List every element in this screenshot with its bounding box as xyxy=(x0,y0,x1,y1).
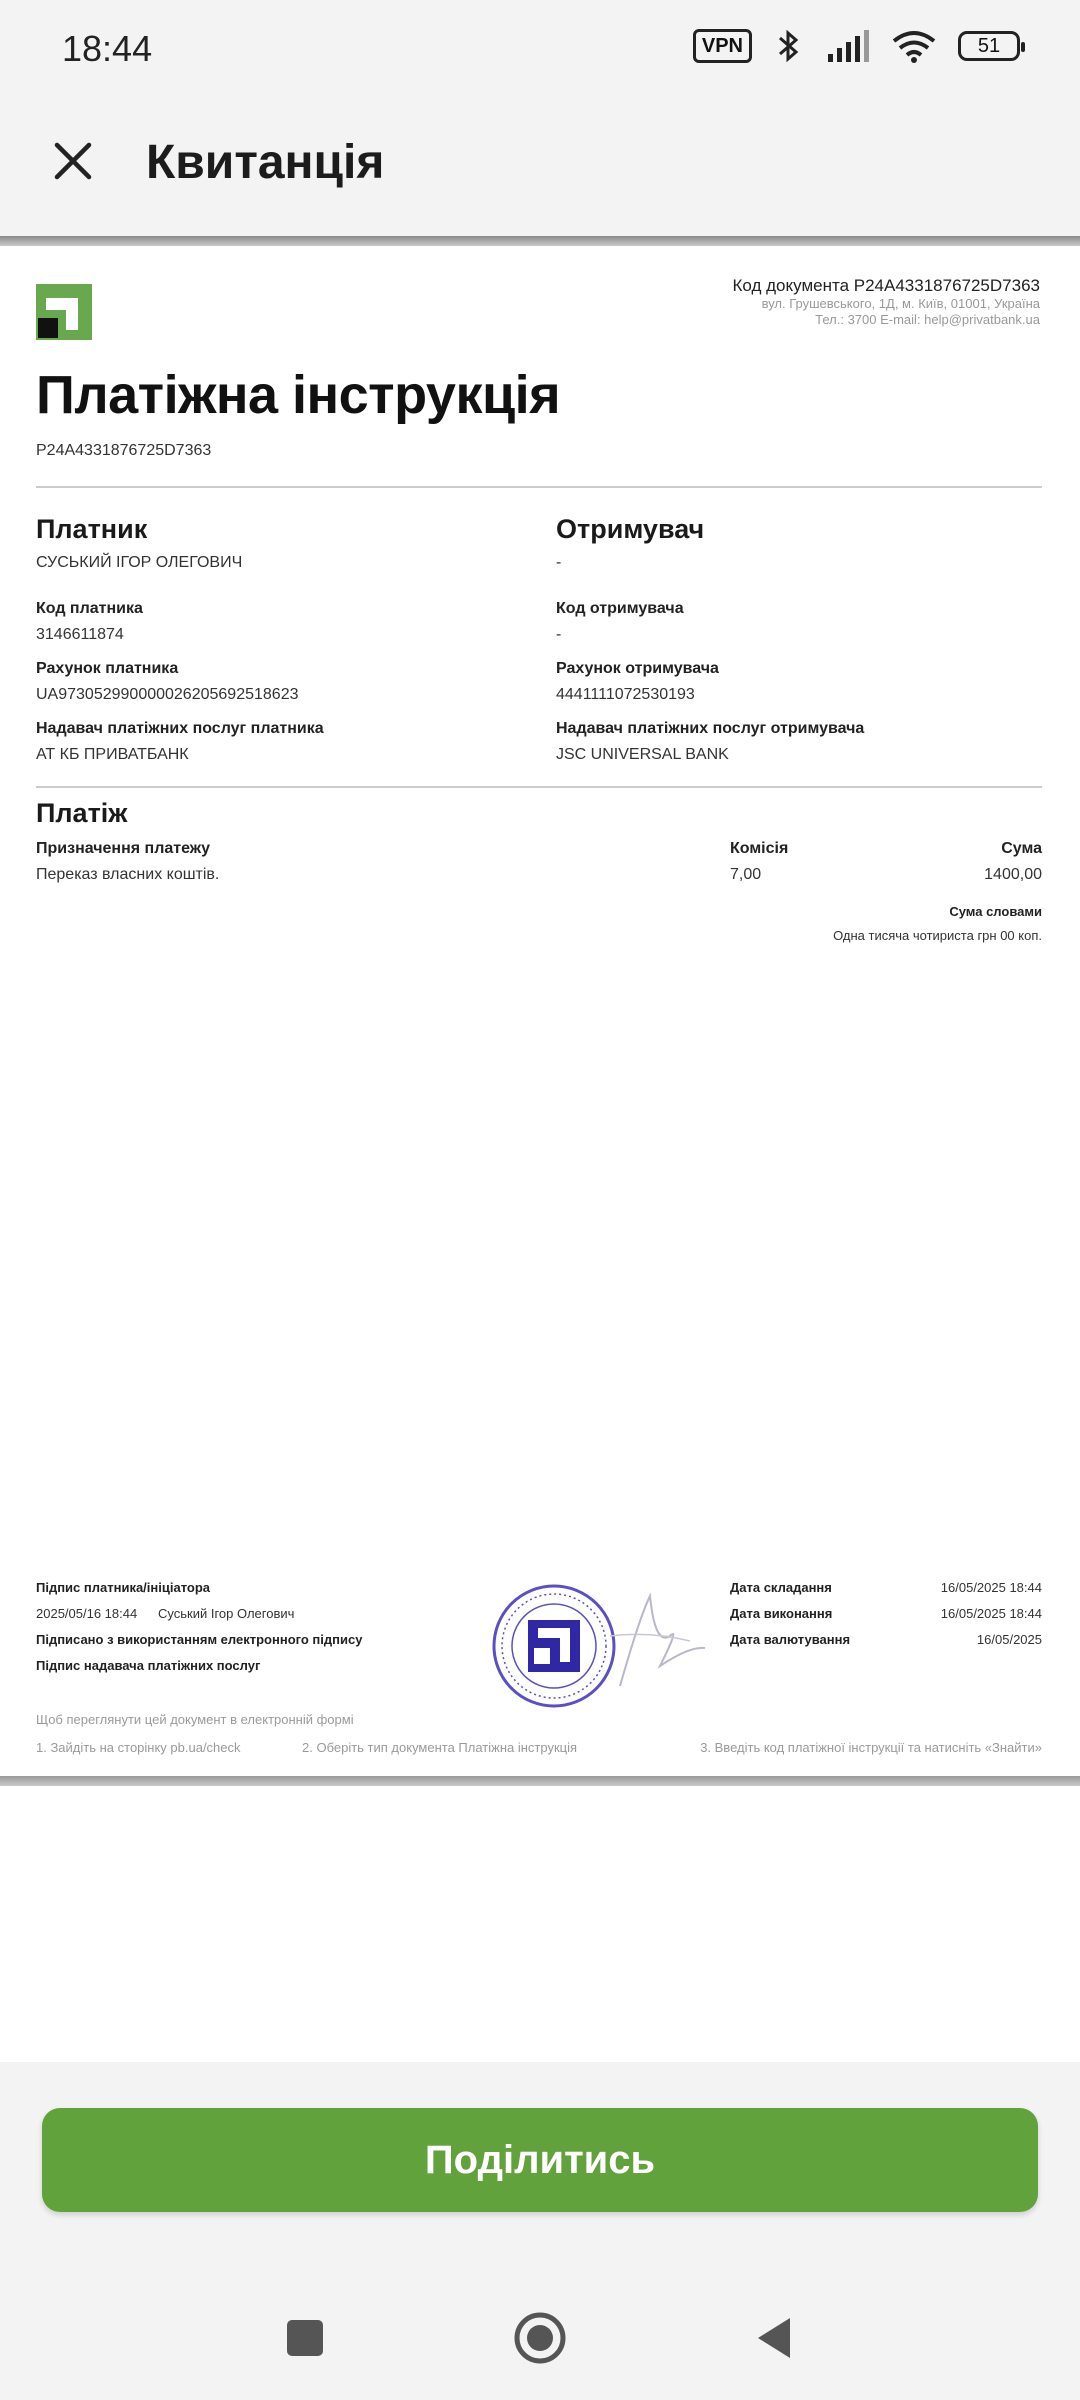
initiator-signature-label: Підпис платника/ініціатора xyxy=(36,1580,211,1595)
footer-intro: Щоб переглянути цей документ в електронній формі xyxy=(36,1712,354,1727)
payer-heading: Платник xyxy=(36,514,148,544)
value-date-label: Дата валютування xyxy=(730,1632,851,1647)
bank-stamp-icon xyxy=(490,1582,618,1710)
payment-heading: Платіж xyxy=(36,798,128,828)
bluetooth-icon xyxy=(774,28,804,64)
amount-label: Сума xyxy=(1001,840,1042,857)
purpose-label: Призначення платежу xyxy=(36,840,211,857)
recipient-account: 4441111072530193 xyxy=(556,686,695,703)
payer-account: UA973052990000026205692518623 xyxy=(36,686,299,703)
recipient-name: - xyxy=(556,554,562,571)
executed-date-label: Дата виконання xyxy=(730,1606,833,1621)
e-signature-note: Підписано з використанням електронного підпису xyxy=(36,1632,363,1647)
footer-step-2: 2. Оберіть тип документа Платіжна інструкція xyxy=(302,1740,578,1755)
back-icon xyxy=(754,2316,794,2360)
divider xyxy=(36,486,1042,488)
recipient-account-label: Рахунок отримувача xyxy=(556,660,719,677)
bank-contacts: Тел.: 3700 E-mail: help@privatbank.ua xyxy=(815,312,1040,327)
back-button[interactable] xyxy=(742,2306,806,2370)
footer-step-3: 3. Введіть код платіжної інструкції та натисніть «Знайти» xyxy=(700,1740,1042,1755)
created-date-label: Дата складання xyxy=(730,1580,832,1595)
executed-date: 16/05/2025 18:44 xyxy=(940,1606,1042,1621)
home-icon xyxy=(512,2310,568,2366)
bank-address: вул. Грушевського, 1Д, м. Київ, 01001, Україна xyxy=(761,296,1040,311)
navigation-bar xyxy=(0,2270,1080,2400)
payer-provider: АТ КБ ПРИВАТБАНК xyxy=(36,746,189,763)
receipt-top-edge xyxy=(0,236,1080,246)
share-button[interactable]: Поділитись xyxy=(42,2108,1038,2212)
document-code: Код документа P24A4331876725D7363 xyxy=(732,276,1040,295)
amount-words: Одна тисяча чотириста грн 00 коп. xyxy=(833,928,1042,943)
document-id: P24A4331876725D7363 xyxy=(36,442,212,459)
signer-name: Суський Ігор Олегович xyxy=(158,1606,295,1621)
amount-value: 1400,00 xyxy=(984,866,1042,883)
receipt-title: Платіжна інструкція xyxy=(36,365,561,425)
recipient-provider-label: Надавач платіжних послуг отримувача xyxy=(556,720,865,737)
value-date: 16/05/2025 xyxy=(976,1632,1042,1647)
payer-account-label: Рахунок платника xyxy=(36,660,179,677)
battery-icon: 51 xyxy=(958,31,1020,61)
provider-signature-label: Підпис надавача платіжних послуг xyxy=(36,1658,261,1673)
app-bar xyxy=(0,100,1080,236)
wifi-icon xyxy=(892,29,936,63)
status-time: 18:44 xyxy=(62,28,153,69)
payer-code: 3146611874 xyxy=(36,626,124,643)
handwritten-signature-icon xyxy=(600,1576,710,1706)
recipient-code: - xyxy=(556,626,562,643)
created-date: 16/05/2025 18:44 xyxy=(940,1580,1042,1595)
receipt-document[interactable] xyxy=(0,246,1080,1776)
recipient-heading: Отримувач xyxy=(556,514,705,544)
status-bar xyxy=(0,0,1080,100)
fee-label: Комісія xyxy=(730,840,789,857)
payer-code-label: Код платника xyxy=(36,600,143,617)
blank-area xyxy=(0,1786,1080,2062)
footer-step-1: 1. Зайдіть на сторінку pb.ua/check xyxy=(36,1740,241,1755)
recipient-code-label: Код отримувача xyxy=(556,600,684,617)
page-title: Квитанція xyxy=(146,136,385,189)
home-button[interactable] xyxy=(508,2306,572,2370)
fee-value: 7,00 xyxy=(730,866,762,883)
divider xyxy=(36,786,1042,788)
status-icons xyxy=(693,28,1020,64)
payer-provider-label: Надавач платіжних послуг платника xyxy=(36,720,324,737)
privatbank-logo-icon xyxy=(36,284,92,340)
close-button[interactable] xyxy=(42,130,104,192)
payer-name: СУСЬКИЙ ІГОР ОЛЕГОВИЧ xyxy=(36,554,243,571)
purpose-value: Переказ власних коштів. xyxy=(36,866,220,883)
recents-icon xyxy=(285,2318,325,2358)
amount-words-label: Сума словами xyxy=(949,904,1042,919)
receipt-bottom-edge xyxy=(0,1776,1080,1786)
recents-button[interactable] xyxy=(273,2306,337,2370)
signal-icon xyxy=(826,30,870,62)
vpn-icon: VPN xyxy=(693,29,752,63)
receipt-header-info xyxy=(733,276,1040,328)
recipient-provider: JSC UNIVERSAL BANK xyxy=(556,746,729,763)
signature-date: 2025/05/16 18:44 xyxy=(36,1606,138,1621)
close-icon xyxy=(53,141,93,181)
